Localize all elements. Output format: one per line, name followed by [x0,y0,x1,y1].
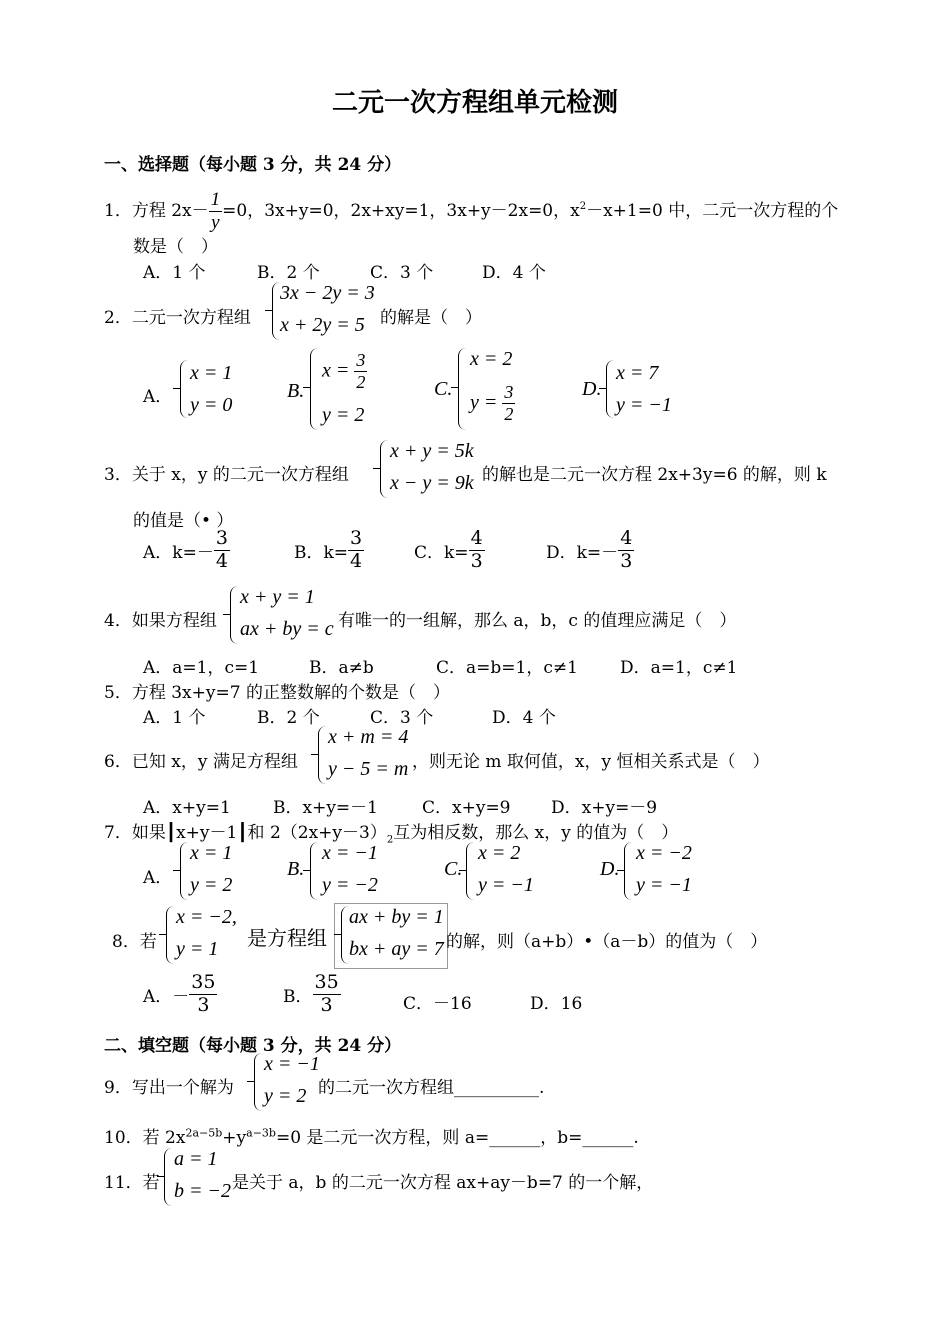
option-b-system [310,842,390,902]
equation: y = 0 [190,394,233,416]
numerator: 3 [356,350,366,370]
fraction [348,528,364,573]
option-d: D．a=1，c≠1 [620,658,738,678]
denominator: 3 [470,549,483,572]
option-a: A．a=1，c=1 [143,658,260,678]
equation: x + y = 1 [240,586,315,608]
question-text: 若 [142,1173,160,1193]
fraction [209,189,223,234]
question-text: 互为相反数，那么 x，y 的值为（ ） [393,823,679,843]
option-c [414,528,485,573]
solution-system [166,906,246,966]
equation: y = 2 [322,404,365,426]
equation: x = −2 [636,842,692,864]
numerator: 3 [350,527,363,549]
option-d: D．4 个 [482,263,546,283]
option-d: D．x+y=－9 [551,798,658,818]
option-d [546,528,634,573]
question-text: 若 [139,932,157,952]
fraction [618,528,634,573]
option-d: D．16 [530,994,583,1014]
question-text: ，则无论 m 取何值，x，y 恒相关系式是（ ） [412,752,770,772]
question-3-prefix [104,460,349,485]
question-text: 已知 x，y 满足方程组 [131,752,298,772]
brace-icon [458,348,469,430]
fraction [189,972,217,1017]
denominator: 3 [197,993,210,1016]
option-label: B． [283,986,313,1007]
question-text: 若 2x [142,1128,186,1148]
question-text: 写出一个解为 [131,1078,234,1098]
option-c: C．3 个 [370,708,434,728]
question-3-line2: 的值是（• ） [133,511,234,531]
option-d-label: D. [600,858,620,880]
option-b [283,972,341,1017]
equation: x = −1 [322,842,378,864]
equation: x = 1 [190,362,233,384]
question-number: 4． [104,611,132,631]
question-number: 7． [104,823,132,843]
equation: y = −2 [322,874,378,896]
denominator: 2 [504,403,514,424]
denominator: 2 [356,371,366,392]
brace-icon [624,842,635,900]
equation: x = 7 [616,362,659,384]
question-text: 关于 x，y 的二元一次方程组 [131,465,349,485]
option-a: A．x+y=1 [143,798,231,818]
question-text: 二元一次方程组 [131,308,251,328]
equation [470,382,515,424]
option-c: C．－16 [403,994,472,1014]
equation: y = −1 [616,394,672,416]
question-10 [104,1123,639,1148]
option-b [294,528,364,573]
option-b-system [310,348,380,434]
equation: bx + ay = 7 [349,938,444,960]
question-text: +y [222,1128,247,1148]
equation: x = 2 [470,348,513,370]
option-a-system [180,360,250,422]
equation-left: x = [322,359,350,382]
section-heading-fill: 二、填空题（每小题 3 分，共 24 分） [104,1036,402,1056]
question-text: 的解，则（a+b）•（a－b）的值为（ ） [446,932,768,952]
option-b: B．x+y=－1 [273,798,378,818]
equation: y = 1 [176,938,219,960]
question-number: 5． [104,683,132,703]
question-6-prefix [104,747,298,772]
option-d-system [624,842,704,902]
question-text: 是方程组 [247,926,327,950]
question-text: 有唯一的一组解，那么 a，b，c 的值理应满足（ ） [338,611,737,631]
option-a [143,528,230,573]
superscript: a−3b [246,1126,276,1140]
question-8-prefix [112,927,157,952]
equation: x + y = 5k [390,440,474,462]
option-c: C．3 个 [370,263,434,283]
question-number: 8． [112,932,140,952]
numerator: 35 [191,971,216,993]
denominator: y [211,211,220,233]
equation-system [272,282,382,342]
equation: y = 2 [190,874,233,896]
equation-system [254,1053,324,1113]
brace-icon [466,842,477,900]
question-1 [104,189,838,234]
brace-icon [310,842,321,900]
question-11-prefix [104,1168,160,1193]
equation: ax + by = 1 [349,906,444,928]
question-text: =0 是二元一次方程，则 a=______，b=______. [275,1128,639,1148]
question-number: 10． [104,1128,143,1148]
fraction [469,528,485,573]
option-label: A．k=－ [143,542,214,563]
question-number: 9． [104,1078,132,1098]
numerator: 3 [215,527,228,549]
equation: y = −1 [636,874,692,896]
equation-left: y = [470,391,498,414]
question-number: 11． [104,1173,143,1193]
equation-system [380,440,480,500]
option-a-label: A． [143,868,173,888]
equation: x + m = 4 [328,726,409,748]
fraction [214,528,230,573]
question-text: －x+1=0 中，二元一次方程的个 [586,200,839,221]
question-text: 是关于 a，b 的二元一次方程 ax+ay－b=7 的一个解， [232,1173,654,1193]
equation [322,350,367,392]
option-a: A．1 个 [143,263,206,283]
denominator: 3 [320,993,333,1016]
equation: x − y = 9k [390,472,474,494]
section-heading-choice: 一、选择题（每小题 3 分，共 24 分） [104,155,402,175]
denominator: 4 [350,549,363,572]
equation: ax + by = c [240,618,334,640]
option-a [143,972,217,1017]
question-number: 2． [104,308,132,328]
option-a-system [180,842,250,902]
superscript: 2a−5b [185,1126,223,1140]
brace-icon [310,348,321,430]
equation: x + 2y = 5 [280,314,365,336]
option-label: D．k=－ [546,542,619,563]
question-number: 3． [104,465,132,485]
option-b-label: B. [287,858,305,880]
option-c-label: C. [444,858,463,880]
question-4-prefix [104,606,217,631]
question-number: 6． [104,752,132,772]
equation: y = −1 [478,874,534,896]
option-b: B．2 个 [257,263,320,283]
superscript: 2 [579,201,587,213]
question-text: 的解也是二元一次方程 2x+3y=6 的解，则 k [482,465,827,485]
option-d-label: D. [582,378,602,400]
fraction [502,382,515,424]
option-label: A．－ [143,986,190,1007]
equation: x = −1 [264,1053,320,1075]
option-label: B．k= [294,542,349,563]
equation: x = 1 [190,842,233,864]
question-text: 的二元一次方程组__________. [318,1078,545,1098]
question-text: 如果方程组 [131,611,217,631]
numerator: 4 [470,527,483,549]
option-c-label: C. [434,378,453,400]
option-label: C．k= [414,542,469,563]
option-c-system [466,842,546,902]
option-a-label: A． [143,387,173,407]
question-9-prefix [104,1073,234,1098]
question-5 [104,678,450,703]
numerator: 3 [504,382,514,402]
question-text: 方程 3x+y=7 的正整数解的个数是（ ） [131,683,450,703]
question-2-prefix [104,303,251,328]
option-d-system [606,360,686,422]
page-title: 二元一次方程组单元检测 [331,88,618,118]
fraction [313,972,341,1017]
question-text: 的解是（ ） [380,308,482,328]
question-text: 方程 2x－ [131,200,209,221]
option-c: C．a=b=1，c≠1 [436,658,578,678]
fraction [354,350,367,392]
question-1-line2: 数是（ ） [133,237,218,257]
equation-system [334,903,448,969]
superscript: 2 [386,834,394,846]
numerator: 4 [620,527,633,549]
option-a: A．1 个 [143,708,206,728]
option-b: B．a≠b [309,658,374,678]
equation-system [230,586,340,646]
question-text: 如果┃x+y－1┃和 2（2x+y－3） [131,823,387,843]
equation: 3x − 2y = 3 [280,282,375,304]
option-d: D．4 个 [492,708,556,728]
denominator: 3 [620,549,633,572]
denominator: 4 [215,549,228,572]
equation-system [164,1148,234,1208]
option-c-system [458,348,528,434]
option-b-label: B. [287,380,305,402]
equation: y − 5 = m [328,758,409,780]
option-b: B．2 个 [257,708,320,728]
question-text: =0，3x+y=0，2x+xy=1，3x+y－2x=0，x [222,200,580,221]
equation: x = −2, [176,906,237,928]
numerator: 1 [210,189,221,210]
equation: y = 2 [264,1085,307,1107]
option-c: C．x+y=9 [422,798,511,818]
equation: b = −2 [174,1180,231,1202]
equation: a = 1 [174,1148,218,1170]
question-number: 1． [104,200,132,221]
equation: x = 2 [478,842,521,864]
numerator: 35 [314,971,339,993]
